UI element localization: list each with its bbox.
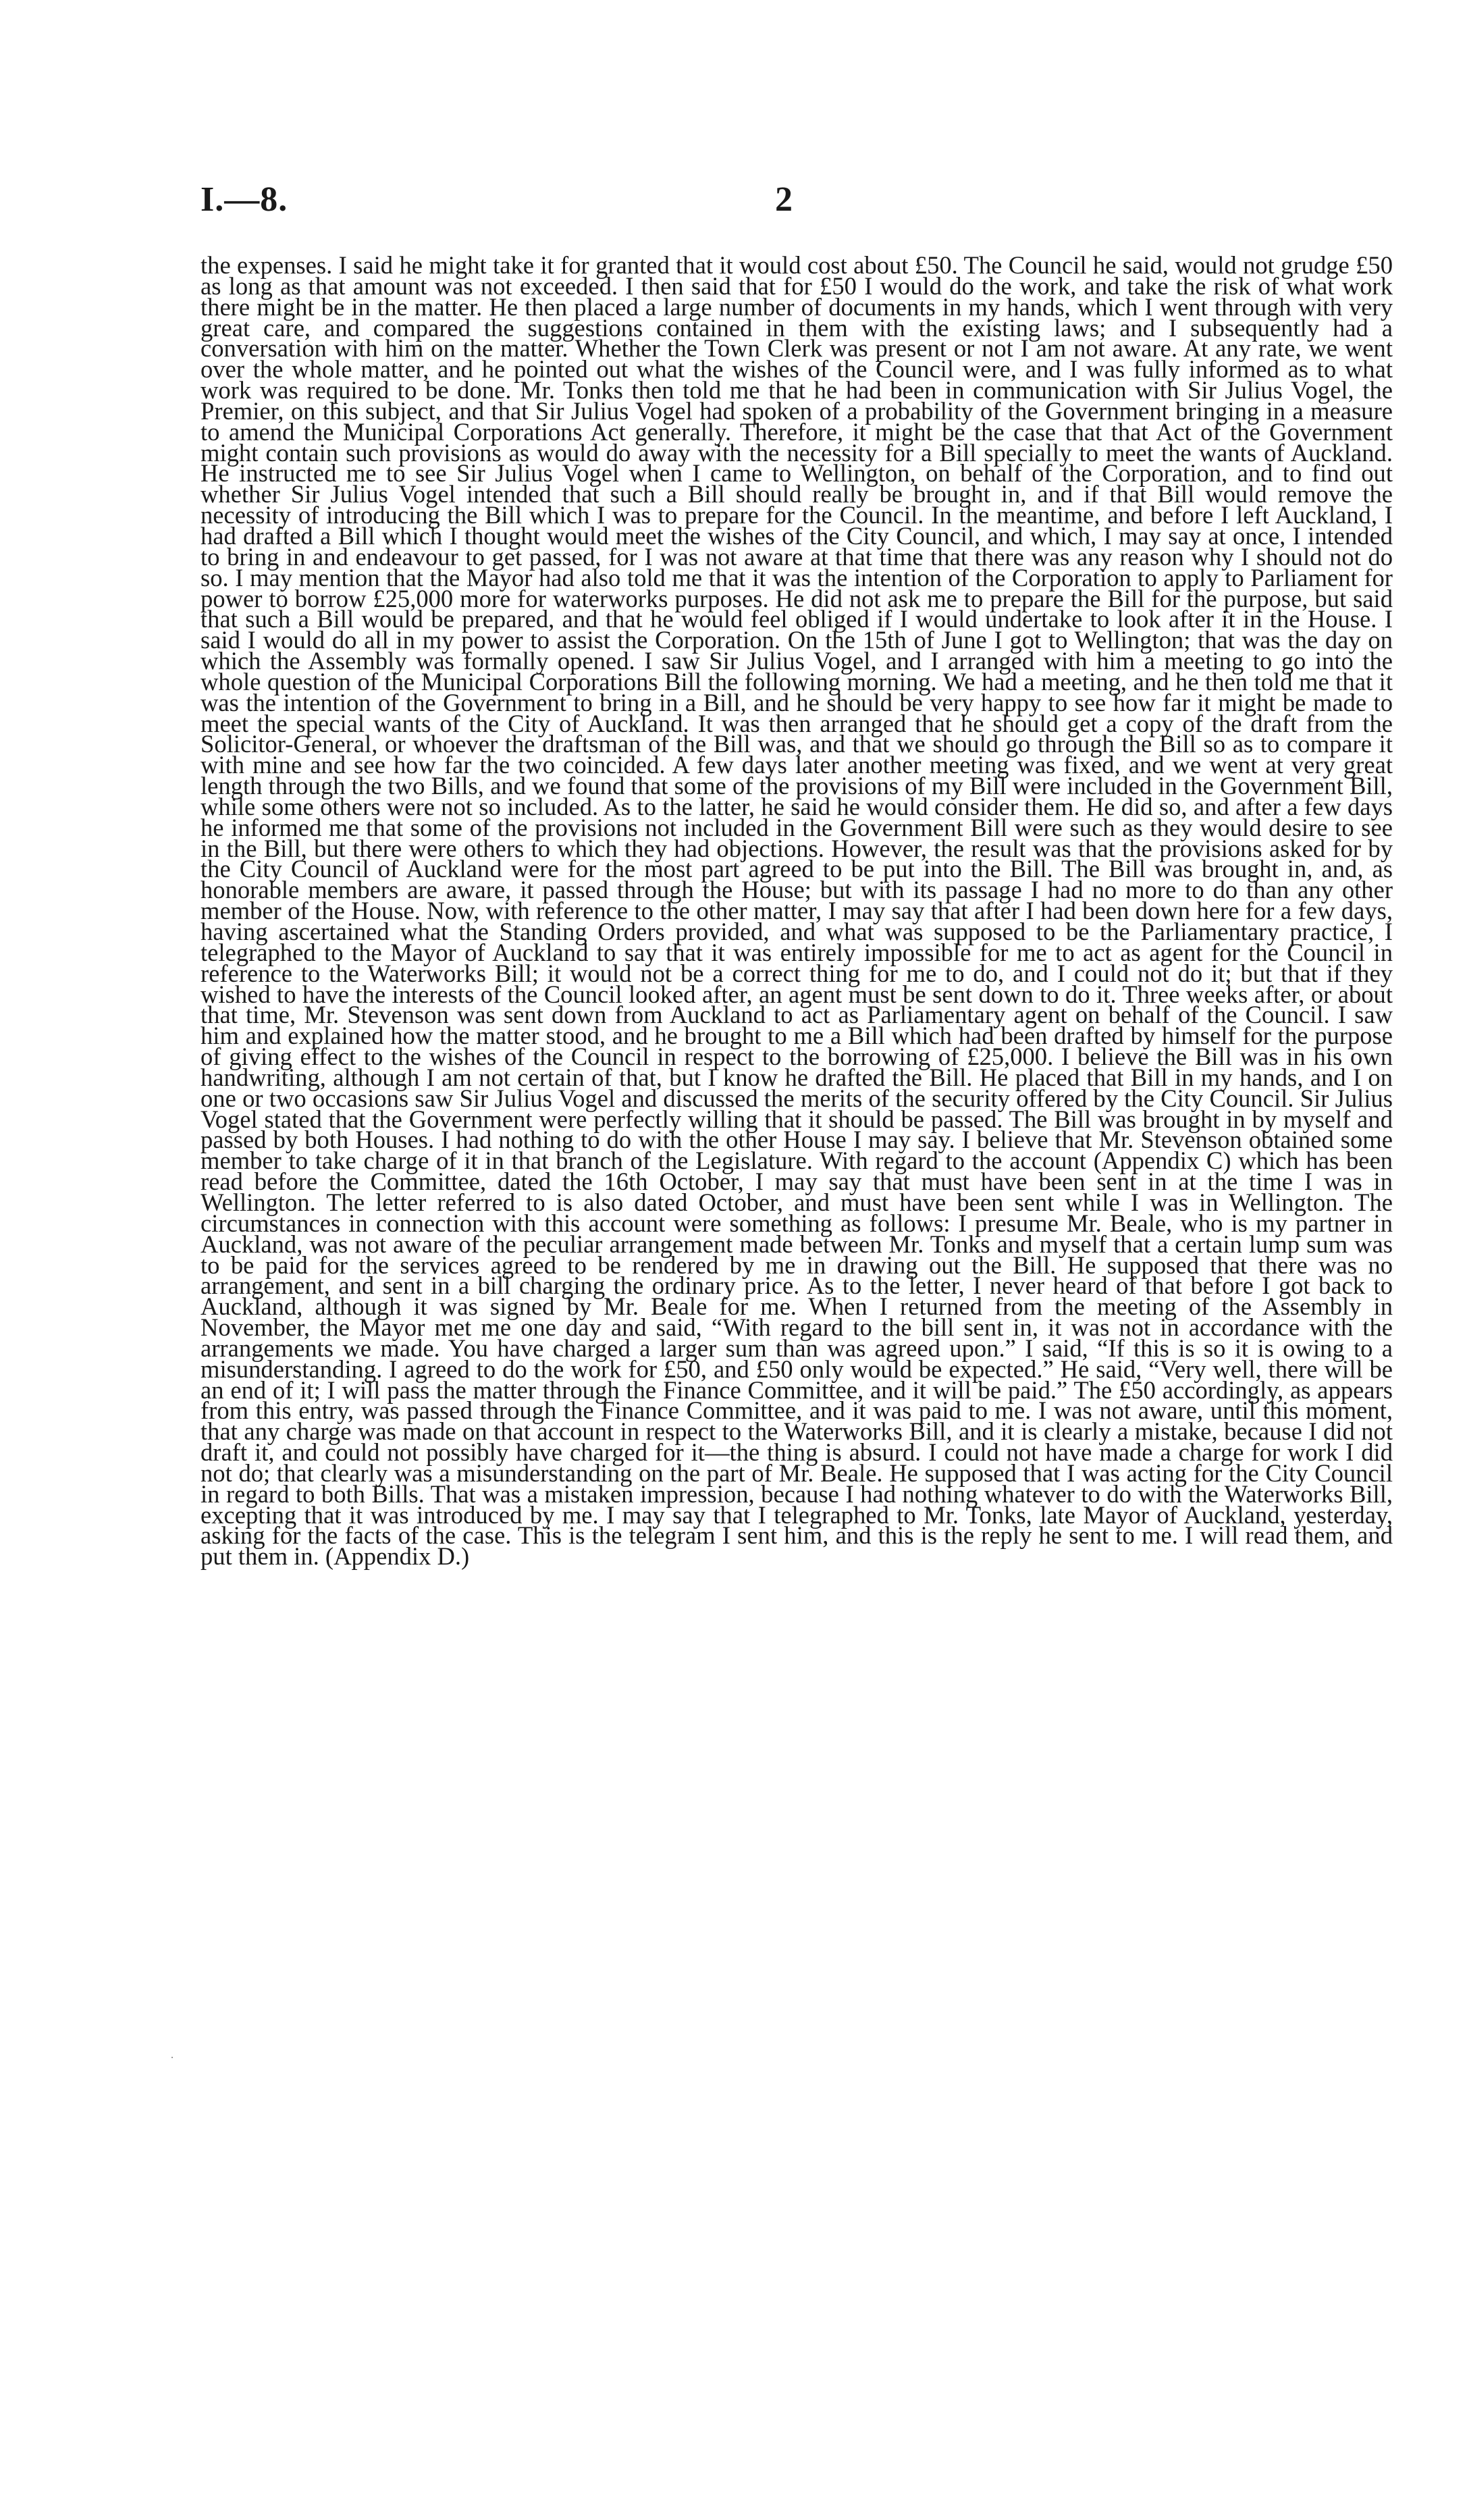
paper-reference: I.—8. [201,180,288,219]
page-number: 2 [775,180,793,219]
body-paragraph: the expenses. I said he might take it for granted that it would cost about £50. The Council he said, would not grudge £50 as long as that amount was not exceeded. I then said that for £50 I would do the work, and take the risk of what work there might be in the matter. He then placed a large number of documents in my hands, which I went through with very great care, and compared the suggestions contained in them with the existing laws; and I subsequently had a conversation with him on the matter. Whether the Town Clerk was present or not I am not aware. At any rate, we went over the whole matter, and he pointed out what the wishes of the Council were, and I was fully informed as to what work was required to be done. Mr. Tonks then told me that he had been in communication with Sir Julius Vogel, the Premier, on this subject, and that Sir Julius Vogel had spoken of a probability of the Government bringing in a measure to amend the Municipal Corporations Act generally. Therefore, it might be the case that that Act of the Government might contain such provisions as would do away with the necessity for a Bill specially to meet the wants of Auckland. He instructed me to see Sir Julius Vogel when I came to Wellington, on behalf of the Corporation, and to find out whether Sir Julius Vogel intended that such a Bill should really be brought in, and if that Bill would remove the necessity of introducing the Bill which I was to prepare for the Council. In the meantime, and before I left Auckland, I had drafted a Bill which I thought would meet the wishes of the City Council, and which, I may say at once, I intended to bring in and endeavour to get passed, for I was not aware at that time that there was any reason why I should not do so. I may mention that the Mayor had also told me that it was the intention of the Corporation to apply to Parliament for power to borrow £25,000 more for waterworks purposes. He did not ask me to prepare the Bill for the purpose, but said that such a Bill would be prepared, and that he would feel obliged if I would undertake to look after it in the House. I said I would do all in my power to assist the Corporation. On the 15th of June I got to Wellington; that was the day on which the Assembly was formally opened. I saw Sir Julius Vogel, and I arranged with him a meeting to go into the whole question of the Municipal Corporations Bill the following morning. We had a meeting, and he then told me that it was the intention of the Government to bring in a Bill, and he should be very happy to see how far it might be made to meet the special wants of the City of Auckland. It was then arranged that he should get a copy of the draft from the Solicitor-General, or whoever the draftsman of the Bill was, and that we should go through the Bill so as to compare it with mine and see how far the two coincided. A few days later another meeting was fixed, and we went at very great length through the two Bills, and we found that some of the provisions of my Bill were included in the Government Bill, while some others were not so included. As to the latter, he said he would consider them. He did so, and after a few days he informed me that some of the provisions not included in the Government Bill were such as they would desire to see in the Bill, but there were others to which they had objections. However, the result was that the provisions asked for by the City Council of Auckland were for the most part agreed to be put into the Bill. The Bill was brought in, and, as honorable members are aware, it passed through the House; but with its passage I had no more to do than any other member of the House. Now, with reference to the other matter, I may say that after I had been down here for a few days, having ascertained what the Standing Orders provided, and what was supposed to be the Parliamentary practice, I telegraphed to the Mayor of Auckland to say that it was entirely impossible for me to act as agent for the Council in reference to the Waterworks Bill; it would not be a correct thing for me to do, and I could not do it; but that if they wished to have the interests of the Council looked after, an agent must be sent down to do it. Three weeks after, or about that time, Mr. Stevenson was sent down from Auckland to act as Parliamentary agent on behalf of the Council. I saw him and explained how the matter stood, and he brought to me a Bill which had been drafted by himself for the purpose of giving effect to the wishes of the Council in respect to the borrowing of £25,000. I believe the Bill was in his own handwriting, although I am not certain of that, but I know he drafted the Bill. He placed that Bill in my hands, and I on one or two occasions saw Sir Julius Vogel and discussed the merits of the security offered by the City Council. Sir Julius Vogel stated that the Government were perfectly willing that it should be passed. The Bill was brought in by myself and passed by both Houses. I had nothing to do with the other House I may say. I believe that Mr. Stevenson obtained some member to take charge of it in that branch of the Legislature. With regard to the account (Appendix C) which has been read before the Committee, dated the 16th October, I may say that must have been sent in at the time I was in Wellington. The letter referred to is also dated October, and must have been sent while I was in Wellington. The circumstances in connection with this account were something as follows: I presume Mr. Beale, who is my partner in Auckland, was not aware of the peculiar arrangement made between Mr. Tonks and myself that a certain lump sum was to be paid for the services agreed to be rendered by me in drawing out the Bill. He supposed that there was no arrangement, and sent in a bill charging the ordinary price. As to the letter, I never heard of that before I got back to Auckland, although it was signed by Mr. Beale for me. When I returned from the meeting of the Assembly in November, the Mayor met me one day and said, “With regard to the bill sent in, it was not in accordance with the arrangements we made. You have charged a larger sum than was agreed upon.” I said, “If this is so it is owing to a misunderstanding. I agreed to do the work for £50, and £50 only would be expected.” He said, “Very well, there will be an end of it; I will pass the matter through the Finance Committee, and it will be paid.” The £50 accordingly, as appears from this entry, was passed through the Finance Committee, and it was paid to me. I was not aware, until this moment, that any charge was made on that account in respect to the Waterworks Bill, and it is clearly a mistake, because I did not draft it, and could not possibly have charged for it—the thing is absurd. I could not have made a charge for work I did not do; that clearly was a misunderstanding on the part of Mr. Beale. He supposed that I was acting for the City Council in regard to both Bills. That was a mistaken impression, because I had nothing whatever to do with the Waterworks Bill, excepting that it was introduced by me. I may say that I telegraphed to Mr. Tonks, late Mayor of Auckland, yesterday, asking for the facts of the case. This is the telegram I sent him, and this is the reply he sent to me. I will read them, and put them in. (Appendix D.) [201,251,1393,1571]
margin-speck: · [170,2051,174,2064]
